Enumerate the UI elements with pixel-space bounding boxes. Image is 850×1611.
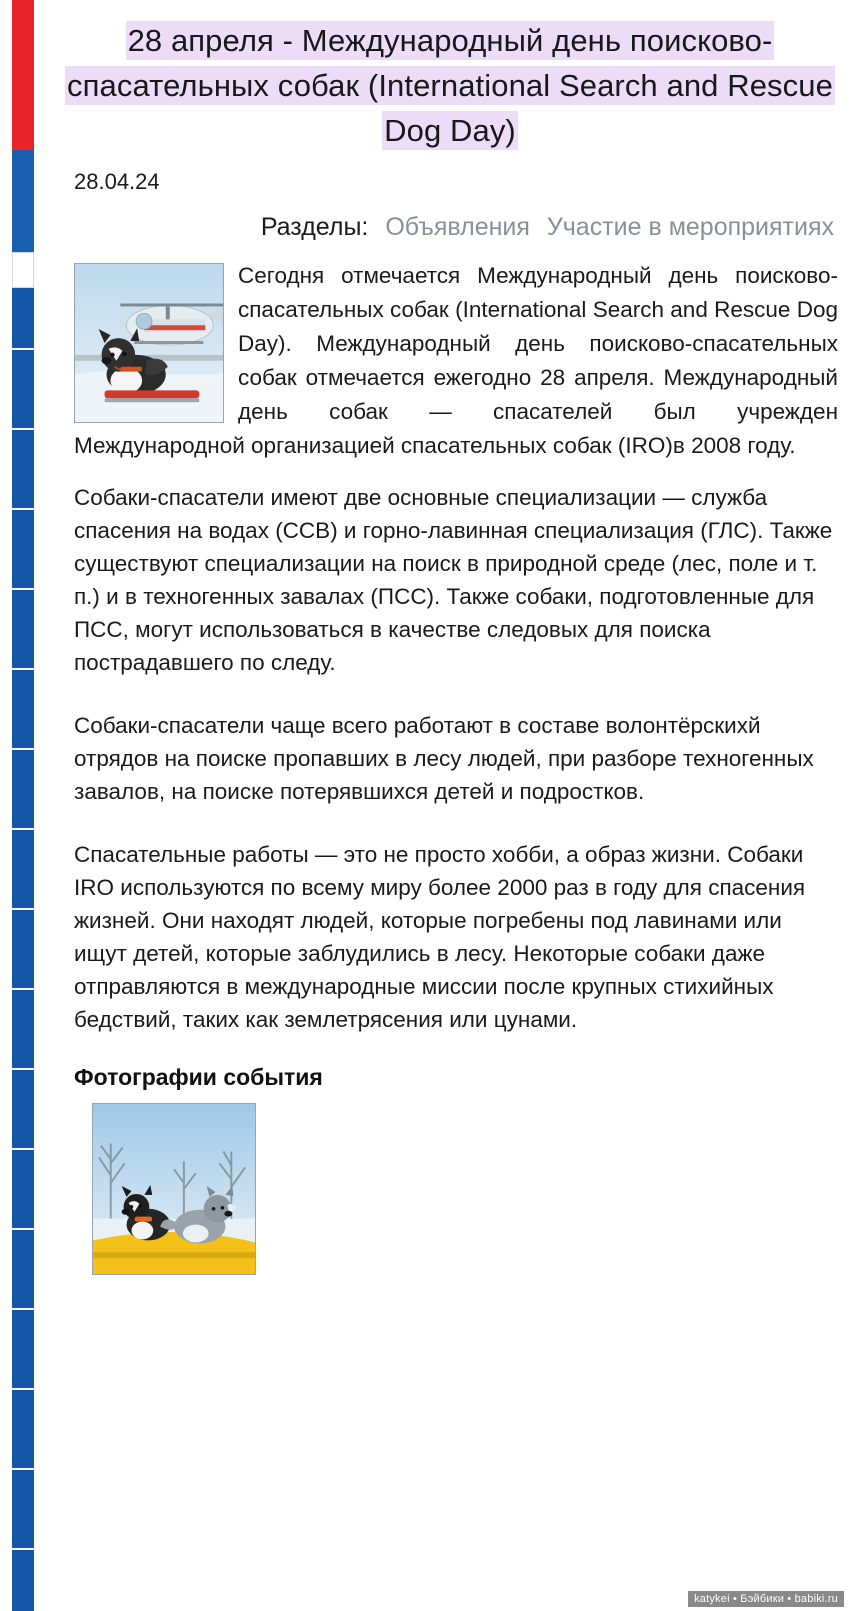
lead-paragraph: Сегодня отмечается Международный день поисково-спасательных собак (International Search and Rescue Dog Day). Международный день поисково-спасательных собак отмечается ежегодно 28 апреля. Международный день собак — спасателей был учрежден Международной организацией спасательных собак (IRO)в 2008 году. <box>74 263 838 458</box>
rail-gap-block <box>12 252 34 288</box>
section-link-announcements[interactable]: Объявления <box>385 213 530 241</box>
article-body <box>60 259 840 1275</box>
article-paragraph-1: Собаки-спасатели имеют две основные специализации — служба спасения на водах (ССВ) и горно-лавинная специализация (ГЛС). Также существуют специализации на поиск в природной среде (лес, поле и т. п.) и в техногенных завалах (ПСС). Также собаки, подготовленные для ПСС, могут использоваться в качестве следовых для поиска пострадавшего по следу. <box>74 485 833 675</box>
rail-blue-block <box>12 288 34 1611</box>
gallery-photo-1-illustration <box>93 1104 255 1274</box>
gallery-photo-1[interactable] <box>92 1103 256 1275</box>
page-title: 28 апреля - Международный день поисково-спасательных собак (International Search and Rescue Dog Day) <box>67 23 833 148</box>
left-decorative-rail <box>0 0 46 1611</box>
sections-label: Разделы: <box>260 213 369 241</box>
sections-bar <box>60 209 840 245</box>
rail-blue-tail <box>12 150 34 252</box>
article-paragraph-2: Собаки-спасатели чаще всего работают в составе волонтёрскихй отрядов на поиске пропавших в лесу людей, при разборе техногенных завалов, на поиске потерявшихся детей и подростков. <box>74 713 814 804</box>
lead-image-illustration <box>75 264 223 422</box>
page-title-wrapper <box>60 0 840 153</box>
rail-red-block <box>12 0 34 252</box>
article-content <box>46 0 850 1611</box>
lead-image[interactable] <box>74 263 224 423</box>
photo-gallery <box>74 1103 838 1275</box>
article-paragraph-3: Спасательные работы — это не просто хобби, а образ жизни. Собаки IRO используются по всему миру более 2000 раз в году для спасения жизней. Они находят людей, которые погребены под лавинами или ищут детей, которые заблудились в лесу. Некоторые собаки даже отправляются в международные миссии после крупных стихийных бедствий, таких как землетрясения или цунами. <box>74 842 806 1032</box>
photos-heading: Фотографии события <box>74 1064 323 1090</box>
watermark: katykei • Бэйбики • babiki.ru <box>688 1591 844 1607</box>
section-link-events[interactable]: Участие в мероприятиях <box>546 213 834 241</box>
publish-date: 28.04.24 <box>74 169 160 194</box>
